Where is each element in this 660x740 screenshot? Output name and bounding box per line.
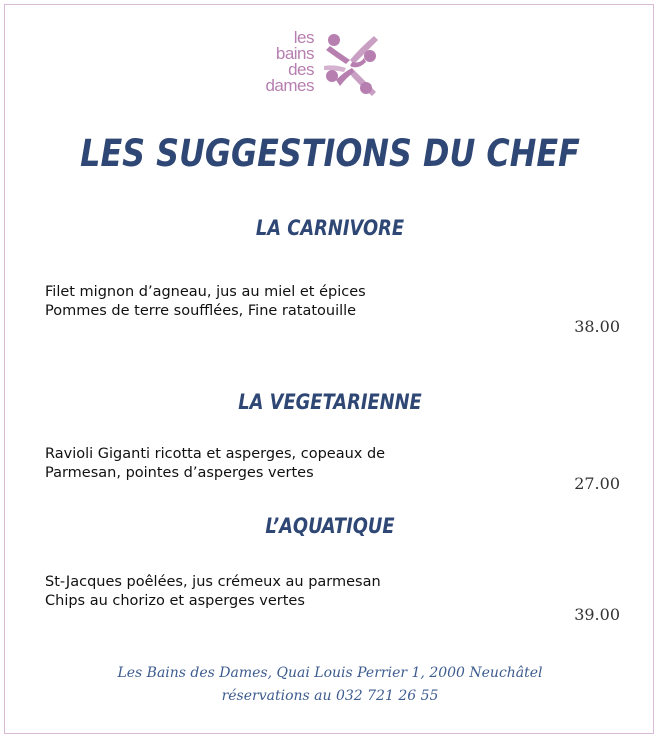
section-title-aquatique: L’AQUATIQUE	[265, 514, 395, 538]
logo-wordmark	[254, 30, 314, 94]
logo-line: des	[288, 60, 314, 79]
logo-line: dames	[265, 76, 314, 95]
price-vegetarienne: 27.00	[574, 474, 620, 493]
page-border	[4, 4, 654, 734]
section-title-carnivore: LA CARNIVORE	[255, 216, 405, 240]
dish-line: St-Jacques poêlées, jus crémeux au parmesan	[45, 574, 381, 590]
footer-reservations: réservations au 032 721 26 55	[221, 688, 439, 704]
dish-line: Pommes de terre soufflées, Fine ratatouille	[45, 303, 357, 319]
price-aquatique: 39.00	[574, 605, 620, 624]
logo	[254, 30, 386, 102]
footer	[0, 662, 660, 708]
dish-description-carnivore	[45, 283, 366, 321]
logo-figures-icon	[320, 30, 382, 98]
page-title: LES SUGGESTIONS DU CHEF	[80, 132, 580, 175]
dish-description-vegetarienne	[45, 445, 385, 483]
section-title-vegetarienne: LA VEGETARIENNE	[238, 390, 422, 414]
dish-description-aquatique	[45, 573, 381, 611]
dish-line: Filet mignon d’agneau, jus au miel et épices	[45, 284, 366, 300]
dish-line: Chips au chorizo et asperges vertes	[45, 593, 305, 609]
footer-address: Les Bains des Dames, Quai Louis Perrier 1, 2000 Neuchâtel	[117, 665, 543, 681]
logo-line: bains	[275, 44, 314, 63]
price-carnivore: 38.00	[574, 317, 620, 336]
dish-line: Ravioli Giganti ricotta et asperges, copeaux de	[45, 446, 386, 462]
logo-line: les	[293, 28, 314, 47]
dish-line: Parmesan, pointes d’asperges vertes	[45, 465, 314, 481]
